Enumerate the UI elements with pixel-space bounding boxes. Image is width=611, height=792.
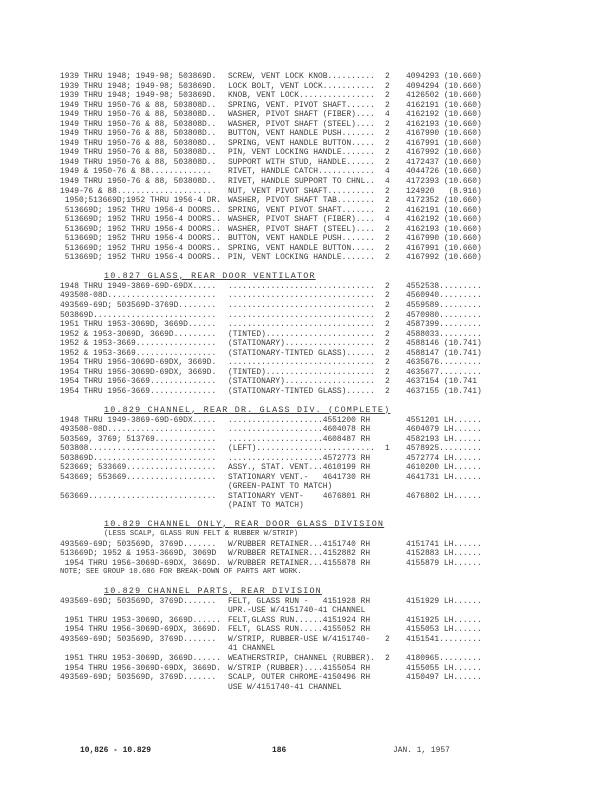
quantity: 4	[385, 215, 390, 225]
part-row	[60, 206, 570, 216]
part-description: (STATIONARY)...................	[228, 377, 375, 387]
quantity: 2	[385, 157, 390, 167]
part-number: 4162191 (10.660)	[406, 205, 482, 215]
quantity	[385, 425, 406, 435]
quantity: 4	[385, 177, 390, 187]
part-row	[60, 664, 570, 674]
part-number: 4126502 (10.660)	[406, 91, 482, 101]
applicability: 1949-76 & 88....................	[60, 186, 212, 196]
applicability: 1939 THRU 1948; 1949-98; 503869D.	[60, 72, 217, 81]
part-row	[60, 673, 570, 683]
applicability: 493508-08D.......................	[60, 425, 217, 435]
part-number: 4094294 (10.660)	[406, 81, 482, 91]
applicability: 1948 THRU 1949-3869-69D-69DX.....	[60, 415, 217, 425]
quantity: 2	[385, 634, 390, 644]
part-row	[60, 454, 570, 464]
part-row	[60, 549, 570, 559]
applicability: 1951 THRU 1953-3069D, 3669D......	[60, 615, 221, 625]
part-number: 4588146 (10.741)	[406, 339, 482, 349]
quantity: 2	[385, 91, 390, 101]
part-number: 4610200 LH......	[406, 463, 482, 473]
quantity	[385, 597, 406, 607]
part-number: 4552538.........	[406, 281, 482, 291]
part-description: FELT,GLASS RUN......4151924 RH	[228, 615, 371, 625]
quantity	[385, 482, 406, 492]
part-number	[406, 683, 556, 693]
quantity	[385, 683, 406, 693]
applicability: 513669D; 1952 THRU 1956-4 DOORS..	[60, 215, 221, 225]
applicability: 1954 THRU 1956-3069D-69DX, 3669D.	[60, 558, 221, 568]
part-number: 4167990 (10.660)	[406, 234, 482, 244]
quantity: 2	[385, 81, 390, 91]
part-number: 4162192 (10.660)	[406, 110, 482, 120]
quantity: 2	[385, 281, 390, 291]
applicability: 523669; 533669...................	[60, 463, 217, 473]
applicability	[60, 482, 228, 492]
part-description: WASHER, PIVOT SHAFT (FIBER)....	[228, 215, 375, 225]
part-number: 4151925 LH......	[406, 615, 482, 625]
part-row	[60, 101, 570, 111]
part-description: SPRING, VENT. PIVOT SHAFT......	[228, 100, 375, 110]
part-description: PIN, VENT LOCKING HANDLE.......	[228, 253, 375, 263]
applicability: 1951 THRU 1953-3069D, 3669D......	[60, 653, 221, 663]
part-description: W/RUBBER RETAINER...4151740 RH	[228, 539, 371, 549]
quantity: 2	[385, 301, 390, 311]
part-description: ....................4572773 RH	[228, 453, 371, 463]
applicability	[60, 644, 228, 654]
quantity: 2	[385, 100, 390, 110]
applicability: 1949 THRU 1950-76 & 88, 503808D..	[60, 148, 217, 158]
part-description: SCALP, OUTER CHROME-4150496 RH	[228, 673, 371, 683]
part-row	[60, 234, 570, 244]
part-row	[60, 158, 570, 168]
quantity: 2	[385, 367, 390, 377]
applicability	[60, 501, 228, 511]
applicability: 1949 THRU 1950-76 & 88, 503808D..	[60, 138, 217, 148]
applicability: 563669...........................	[60, 491, 217, 501]
applicability: 493569-69D; 503569D, 3769D.......	[60, 539, 217, 549]
part-row	[60, 597, 570, 607]
part-row	[60, 320, 570, 330]
applicability: 503869D..........................	[60, 310, 217, 320]
part-row	[60, 358, 570, 368]
part-row	[60, 301, 570, 311]
applicability: 1949 & 1950-76 & 88.............	[60, 167, 212, 177]
part-description: (GREEN-PAINT TO MATCH)	[228, 482, 333, 492]
applicability: 1954 THRU 1956-3069D-69DX, 3669D.	[60, 625, 221, 635]
part-number	[406, 644, 556, 654]
part-row	[60, 187, 570, 197]
quantity	[385, 644, 406, 654]
part-number: 4151541.........	[406, 634, 482, 644]
part-description: FELT, GLASS RUN - 4151928 RH	[228, 596, 371, 606]
part-description: W/STRIP (RUBBER)....4155054 RH	[228, 663, 371, 673]
part-description: STATIONARY VENT- 4676801 RH	[228, 491, 371, 501]
part-description: RIVET, HANDLE SUPPORT TO CHNL..	[228, 177, 375, 187]
quantity	[385, 463, 406, 473]
applicability: 1952 & 1953-3669.................	[60, 339, 217, 349]
quantity	[385, 549, 406, 559]
quantity	[385, 501, 406, 511]
part-number: 4155879 LH......	[406, 558, 482, 568]
quantity	[385, 473, 406, 483]
section-heading	[60, 519, 570, 530]
footer-group-range: 10,826 - 10.829	[80, 746, 152, 755]
part-description: SPRING, VENT HANDLE BUTTON.....	[228, 138, 375, 148]
part-number: 4151929 LH......	[406, 596, 482, 606]
applicability: 493569-69D; 503569D-3769D........	[60, 301, 217, 311]
applicability: 1949 THRU 1950-76 & 88, 503808D..	[60, 129, 217, 139]
applicability: 493569-69D; 503569D, 3769D.......	[60, 673, 217, 683]
part-description: WASHER, PIVOT SHAFT (STEEL)....	[228, 119, 375, 129]
part-description: (TINTED).......................	[228, 367, 375, 377]
part-number: 4588033.........	[406, 329, 482, 339]
part-row	[60, 225, 570, 235]
part-number: 4162193 (10.660)	[406, 224, 482, 234]
part-row	[60, 425, 570, 435]
part-number: 4172437 (10.660)	[406, 157, 482, 167]
section-heading-text: 10.829 CHANNEL ONLY, REAR DOOR GLASS DIVISION	[104, 518, 385, 529]
part-description: PIN, VENT LOCKING HANDLE.......	[228, 148, 375, 158]
quantity: 2	[385, 196, 390, 206]
quantity: 2	[385, 358, 390, 368]
part-row	[60, 177, 570, 187]
quantity	[385, 416, 406, 426]
part-row	[60, 387, 570, 397]
applicability: 513669D; 1952 THRU 1956-4 DOORS..	[60, 224, 221, 234]
part-description: ....................4604078 RH	[228, 425, 371, 435]
part-row	[60, 110, 570, 120]
part-row	[60, 435, 570, 445]
part-row	[60, 129, 570, 139]
part-description: (LEFT).........................	[228, 444, 375, 454]
part-row	[60, 368, 570, 378]
part-number: 4635676.........	[406, 358, 482, 368]
part-description: WASHER, PIVOT SHAFT (FIBER)....	[228, 110, 375, 120]
part-row	[60, 72, 570, 82]
part-description: WASHER, PIVOT SHAFT (STEEL)....	[228, 224, 375, 234]
part-description: NUT, VENT PIVOT SHAFT..........	[228, 186, 375, 196]
part-row	[60, 444, 570, 454]
part-number: 4162193 (10.660)	[406, 119, 482, 129]
part-number: 4676802 LH......	[406, 491, 482, 501]
quantity	[385, 559, 406, 569]
applicability: 1939 THRU 1948; 1949-98; 503869D.	[60, 91, 217, 101]
quantity: 1	[385, 444, 390, 454]
part-number	[406, 501, 556, 511]
part-number: 4172393 (10.660)	[406, 177, 482, 187]
quantity: 2	[385, 339, 390, 349]
quantity: 2	[385, 329, 390, 339]
part-number: 4155053 LH......	[406, 625, 482, 635]
quantity: 2	[385, 653, 390, 663]
part-number: 4167991 (10.660)	[406, 138, 482, 148]
applicability: 543669; 553669...................	[60, 472, 217, 482]
applicability: 1952 & 1953-3669.................	[60, 348, 217, 358]
applicability: 1948 THRU 1949-3869-69D-69DX.....	[60, 281, 217, 291]
part-number: 4559589.........	[406, 301, 482, 311]
part-row	[60, 349, 570, 359]
quantity	[385, 454, 406, 464]
footer-date: JAN. 1, 1957	[393, 746, 450, 755]
applicability: 513669D; 1952 THRU 1956-4 DOORS..	[60, 253, 221, 263]
part-number: 4637155 (10.741)	[406, 386, 482, 396]
quantity: 4	[385, 167, 390, 177]
applicability: 1949 THRU 1950-76 & 88, 503808D..	[60, 110, 217, 120]
section-note: NOTE; SEE GROUP 10.686 FOR BREAK-DOWN OF PARTS ART WORK.	[60, 568, 302, 577]
quantity: 2	[385, 72, 390, 81]
part-number: 4167991 (10.660)	[406, 243, 482, 253]
part-number: 4094293 (10.660)	[406, 72, 482, 81]
part-number: 4044726 (10.660)	[406, 167, 482, 177]
part-row	[60, 339, 570, 349]
part-number: 4150497 LH......	[406, 673, 482, 683]
part-row	[60, 635, 570, 645]
part-row	[60, 196, 570, 206]
applicability: 513669D; 1952 THRU 1956-4 DOORS..	[60, 205, 221, 215]
part-number: 4151741 LH......	[406, 539, 482, 549]
part-row	[60, 540, 570, 550]
part-description: BUTTON, VENT HANDLE PUSH.......	[228, 129, 375, 139]
part-description: ....................4608487 RH	[228, 434, 371, 444]
applicability: 1951 THRU 1953-3069D, 3669D......	[60, 320, 217, 330]
quantity: 2	[385, 234, 390, 244]
part-row	[60, 82, 570, 92]
part-row	[60, 311, 570, 321]
part-row	[60, 616, 570, 626]
part-number	[406, 606, 556, 616]
applicability: 1939 THRU 1948; 1949-98; 503869D.	[60, 81, 217, 91]
quantity: 2	[385, 348, 390, 358]
part-description: 41 CHANNEL	[228, 644, 276, 654]
part-number: 4162191 (10.660)	[406, 100, 482, 110]
part-number: 124920 (8.916)	[406, 186, 482, 196]
quantity: 2	[385, 243, 390, 253]
part-description: W/STRIP, RUBBER-USE W/4151740-	[228, 634, 371, 644]
applicability: 1949 THRU 1950-76 & 88, 503808D..	[60, 157, 217, 167]
quantity: 2	[385, 186, 390, 196]
quantity	[385, 616, 406, 626]
part-row	[60, 330, 570, 340]
part-description: ...............................	[228, 358, 375, 368]
section-heading-text: 10.829 CHANNEL PARTS, REAR DIVISION	[104, 585, 322, 596]
part-row	[60, 606, 570, 616]
part-number: 4572774 LH......	[406, 453, 482, 463]
quantity	[385, 625, 406, 635]
part-number: 4162192 (10.660)	[406, 215, 482, 225]
part-number: 4637154 (10.741	[406, 377, 478, 387]
applicability: 1952 & 1953-3069D, 3669D.........	[60, 329, 217, 339]
part-row	[60, 167, 570, 177]
applicability: 493508-08D.......................	[60, 291, 217, 301]
part-description: SCREW, VENT LOCK KNOB..........	[228, 72, 375, 81]
quantity: 2	[385, 253, 390, 263]
applicability: 1954 THRU 1956-3069D-69DX, 3669D.	[60, 367, 217, 377]
part-description: UPR.-USE W/4151740-41 CHANNEL	[228, 606, 366, 616]
part-description: ...............................	[228, 291, 375, 301]
quantity: 2	[385, 205, 390, 215]
part-row	[60, 282, 570, 292]
part-number: 4635677.........	[406, 367, 482, 377]
part-description: (STATIONARY-TINTED GLASS)......	[228, 386, 375, 396]
quantity: 2	[385, 386, 390, 396]
part-row	[60, 253, 570, 263]
part-number: 4180965.........	[406, 653, 482, 663]
quantity	[385, 664, 406, 674]
part-description: FELT, GLASS RUN.....4155052 RH	[228, 625, 371, 635]
part-row	[60, 148, 570, 158]
part-row	[60, 463, 570, 473]
part-row	[60, 644, 570, 654]
part-number: 4560940.........	[406, 291, 482, 301]
part-description: STATIONARY VENT.- 4641730 RH	[228, 472, 371, 482]
section-heading-text: 10.829 CHANNEL, REAR DR. GLASS DIV. (COMPLETE)	[104, 404, 391, 415]
part-description: ...............................	[228, 320, 375, 330]
applicability: 1954 THRU 1956-3669..............	[60, 377, 217, 387]
section-heading-text: 10.827 GLASS, REAR DOOR VENTILATOR	[104, 270, 316, 281]
part-number	[406, 482, 556, 492]
part-description: (STATIONARY-TINTED GLASS)......	[228, 348, 375, 358]
quantity: 4	[385, 110, 390, 120]
part-description: SUPPORT WITH STUD, HANDLE......	[228, 157, 375, 167]
quantity	[385, 606, 406, 616]
part-number: 4587399.........	[406, 320, 482, 330]
applicability: 1954 THRU 1956-3069D-69DX, 3669D.	[60, 663, 221, 673]
part-row	[60, 416, 570, 426]
part-description: LOCK BOLT, VENT LOCK...........	[228, 81, 375, 91]
quantity	[385, 492, 406, 502]
quantity	[385, 673, 406, 683]
part-number: 4172352 (10.660)	[406, 196, 482, 206]
part-number: 4167992 (10.660)	[406, 148, 482, 158]
part-row	[60, 482, 570, 492]
part-description: KNOB, VENT LOCK................	[228, 91, 375, 101]
quantity: 2	[385, 377, 390, 387]
part-number: 4641731 LH......	[406, 472, 482, 482]
part-number: 4167992 (10.660)	[406, 253, 482, 263]
applicability: 513669D; 1952 THRU 1956-4 DOORS..	[60, 234, 221, 244]
part-row	[60, 244, 570, 254]
part-description: ...............................	[228, 301, 375, 311]
part-row	[60, 91, 570, 101]
part-row	[60, 492, 570, 502]
part-row	[60, 473, 570, 483]
section-heading	[60, 405, 570, 416]
applicability: 503869D..........................	[60, 453, 217, 463]
footer-page-number: 186	[272, 746, 287, 755]
quantity	[385, 540, 406, 550]
part-row	[60, 377, 570, 387]
applicability: 513669D; 1952 THRU 1956-4 DOORS..	[60, 243, 221, 253]
part-description: BUTTON, VENT HANDLE PUSH.......	[228, 234, 375, 244]
quantity: 2	[385, 148, 390, 158]
part-row	[60, 559, 570, 569]
part-row	[60, 120, 570, 130]
part-number: 4578925.........	[406, 444, 482, 454]
part-row	[60, 654, 570, 664]
part-description: SPRING, VENT HANDLE BUTTON.....	[228, 243, 375, 253]
part-row	[60, 501, 570, 511]
part-row	[60, 139, 570, 149]
quantity	[385, 435, 406, 445]
applicability: 1950;513669D;1952 THRU 1956-4 DR.	[60, 196, 221, 206]
applicability: 1954 THRU 1956-3069D-69DX, 3669D.	[60, 358, 217, 368]
applicability	[60, 606, 228, 616]
part-description: ...............................	[228, 281, 375, 291]
part-number: 4551201 LH......	[406, 415, 482, 425]
applicability: 1949 THRU 1950-76 & 88, 503808D..	[60, 100, 217, 110]
part-description: WASHER, PIVOT SHAFT TAB........	[228, 196, 375, 206]
parts-catalog-page	[60, 72, 570, 692]
quantity: 2	[385, 310, 390, 320]
applicability: 1954 THRU 1956-3669..............	[60, 386, 217, 396]
part-row	[60, 291, 570, 301]
quantity: 2	[385, 291, 390, 301]
applicability: 1949 THRU 1950-76 & 88, 503808D..	[60, 177, 217, 187]
section-subheading: (LESS SCALP, GLASS RUN FELT & RUBBER W/STRIP)	[104, 529, 299, 538]
applicability: 1949 THRU 1950-76 & 88, 503808D..	[60, 119, 217, 129]
part-number: 4582193 LH......	[406, 434, 482, 444]
part-description: (STATIONARY)...................	[228, 339, 375, 349]
part-number: 4570980.........	[406, 310, 482, 320]
applicability	[60, 683, 228, 693]
part-row	[60, 625, 570, 635]
applicability: 493569-69D; 503569D, 3769D.......	[60, 596, 217, 606]
part-description: (PAINT TO MATCH)	[228, 501, 304, 511]
quantity: 2	[385, 129, 390, 139]
applicability: 513669D; 1952 & 1953-3669D, 3069D	[60, 549, 217, 559]
quantity: 2	[385, 320, 390, 330]
part-description: W/RUBBER RETAINER...4155878 RH	[228, 558, 371, 568]
part-number: 4604079 LH......	[406, 425, 482, 435]
part-description: ....................4551200 RH	[228, 415, 371, 425]
part-number: 4588147 (10.741)	[406, 348, 482, 358]
part-description: (TINTED).......................	[228, 329, 375, 339]
part-description: ...............................	[228, 310, 375, 320]
applicability: 493569-69D; 503569D, 3769D.......	[60, 634, 217, 644]
part-number: 4155055 LH......	[406, 663, 482, 673]
section-heading	[60, 271, 570, 282]
part-row	[60, 215, 570, 225]
quantity: 2	[385, 138, 390, 148]
part-description: W/RUBBER RETAINER...4152882 RH	[228, 549, 371, 559]
applicability: 503569, 3769; 513769.............	[60, 434, 217, 444]
part-description: USE W/4151740-41 CHANNEL	[228, 682, 342, 692]
section-heading	[60, 586, 570, 597]
quantity: 2	[385, 224, 390, 234]
part-number: 4152883 LH......	[406, 549, 482, 559]
part-row	[60, 683, 570, 693]
part-description: RIVET, HANDLE CATCH............	[228, 167, 375, 177]
part-description: ASSY., STAT. VENT...4610199 RH	[228, 463, 371, 473]
part-description: WEATHERSTRIP, CHANNEL (RUBBER).	[228, 653, 375, 663]
applicability: 503808...........................	[60, 444, 217, 454]
quantity: 2	[385, 119, 390, 129]
part-number: 4167990 (10.660)	[406, 129, 482, 139]
part-description: SPRING, VENT PIVOT SHAFT.......	[228, 205, 375, 215]
